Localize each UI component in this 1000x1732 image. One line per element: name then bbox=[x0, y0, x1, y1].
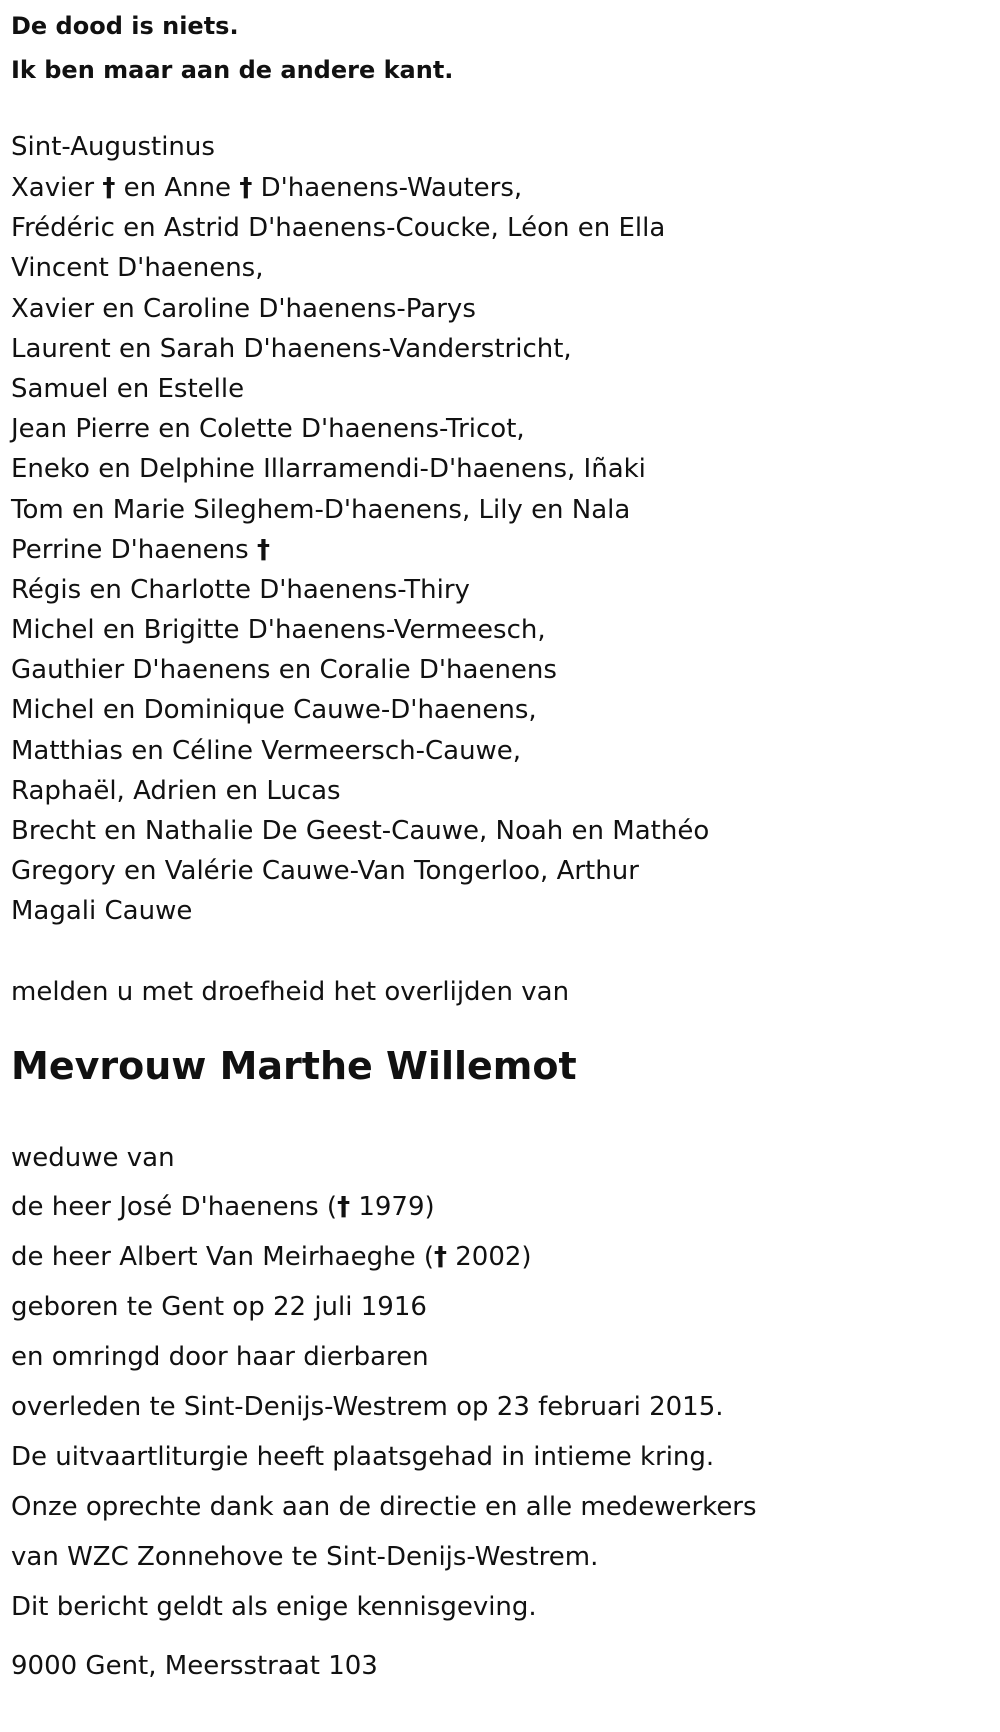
details bbox=[11, 1133, 991, 1632]
widow-of: weduwe van bbox=[11, 1142, 175, 1173]
husband-2: de heer Albert Van Meirhaeghe († 2002) bbox=[11, 1242, 532, 1273]
birth-info: geboren te Gent op 22 juli 1916 bbox=[11, 1292, 427, 1323]
quote bbox=[11, 1, 991, 95]
family-line: Frédéric en Astrid D'haenens-Coucke, Léon en Ella bbox=[11, 213, 666, 244]
cross-icon: † bbox=[433, 1242, 447, 1273]
family-line: Eneko en Delphine Illarramendi-D'haenens, Iñaki bbox=[11, 454, 646, 485]
family-line: Xavier en Caroline D'haenens-Parys bbox=[11, 293, 476, 324]
family-line: Michel en Brigitte D'haenens-Vermeesch, bbox=[11, 615, 546, 646]
quote-line-2: Ik ben maar aan de andere kant. bbox=[11, 56, 454, 84]
thanks-line-1: Onze oprechte dank aan de directie en alle medewerkers bbox=[11, 1491, 757, 1522]
cross-icon: † bbox=[337, 1192, 351, 1223]
family-line: Michel en Dominique Cauwe-D'haenens, bbox=[11, 695, 537, 726]
death-info: overleden te Sint-Denijs-Westrem op 23 februari 2015. bbox=[11, 1392, 724, 1423]
family-line: Régis en Charlotte D'haenens-Thiry bbox=[11, 574, 470, 605]
thanks-line-2: van WZC Zonnehove te Sint-Denijs-Westrem. bbox=[11, 1541, 599, 1572]
quote-line-1: De dood is niets. bbox=[11, 12, 239, 40]
announcement: melden u met droefheid het overlijden van bbox=[11, 976, 570, 1007]
deceased-name: Mevrouw Marthe Willemot bbox=[11, 1043, 577, 1088]
surrounded-info: en omringd door haar dierbaren bbox=[11, 1342, 429, 1373]
family-line: Xavier † en Anne † D'haenens-Wauters, bbox=[11, 173, 523, 203]
family-line: Magali Cauwe bbox=[11, 896, 193, 927]
family-line: Brecht en Nathalie De Geest-Cauwe, Noah en Mathéo bbox=[11, 816, 710, 846]
family-line: Tom en Marie Sileghem-D'haenens, Lily en Nala bbox=[11, 494, 631, 525]
address: 9000 Gent, Meersstraat 103 bbox=[11, 1651, 378, 1682]
obituary-notice bbox=[11, 0, 991, 1686]
family-line: Gauthier D'haenens en Coralie D'haenens bbox=[11, 655, 557, 686]
family-line: Gregory en Valérie Cauwe-Van Tongerloo, Arthur bbox=[11, 856, 639, 887]
quote-author: Sint-Augustinus bbox=[11, 132, 215, 162]
family-line: Jean Pierre en Colette D'haenens-Tricot, bbox=[11, 414, 525, 445]
cross-icon: † bbox=[256, 534, 270, 565]
family-line: Samuel en Estelle bbox=[11, 373, 245, 404]
husband-1: de heer José D'haenens († 1979) bbox=[11, 1192, 435, 1223]
family-line: Perrine D'haenens † bbox=[11, 534, 270, 565]
family-line: Matthias en Céline Vermeersch-Cauwe, bbox=[11, 735, 522, 766]
notice: Dit bericht geldt als enige kennisgeving. bbox=[11, 1591, 537, 1622]
cross-icon: † bbox=[102, 173, 116, 203]
family-list bbox=[11, 168, 991, 932]
cross-icon: † bbox=[239, 173, 253, 203]
funeral-info: De uitvaartliturgie heeft plaatsgehad in intieme kring. bbox=[11, 1441, 715, 1472]
family-line: Laurent en Sarah D'haenens-Vanderstricht, bbox=[11, 333, 572, 364]
family-line: Vincent D'haenens, bbox=[11, 253, 264, 284]
family-line: Raphaël, Adrien en Lucas bbox=[11, 775, 341, 806]
